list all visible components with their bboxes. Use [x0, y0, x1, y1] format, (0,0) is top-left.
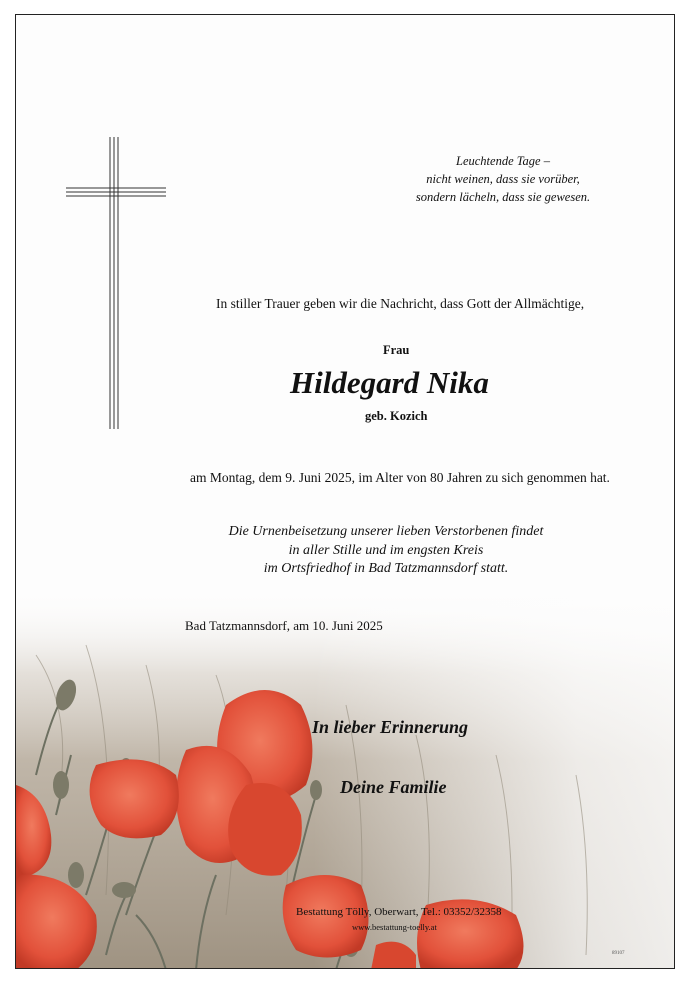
family-signature: Deine Familie	[340, 777, 447, 797]
template-code: 89107	[612, 951, 625, 956]
quote-line: sondern lächeln, dass sie gewesen.	[415, 190, 591, 204]
deceased-title: Frau	[383, 343, 410, 357]
intro-text: In stiller Trauer geben wir die Nachricht, dass Gott der Allmächtige,	[216, 296, 585, 311]
death-notice: am Montag, dem 9. Juni 2025, im Alter von 80 Jahren zu sich genommen hat.	[190, 470, 610, 485]
burial-line: in aller Stille und im engsten Kreis	[288, 542, 484, 558]
burial-line: Die Urnenbeisetzung unserer lieben Verstorbenen findet	[228, 524, 544, 539]
quote-line: Leuchtende Tage –	[456, 154, 550, 168]
birth-name: geb. Kozich	[365, 409, 428, 423]
undertaker-website: www.bestattung-toelly.at	[352, 922, 437, 932]
undertaker-line: Bestattung Tölly, Oberwart, Tel.: 03352/32358	[296, 906, 502, 918]
memory-heading: In lieber Erinnerung	[312, 717, 469, 737]
burial-info	[226, 523, 546, 579]
quote-line: nicht weinen, dass sie vorüber,	[426, 172, 580, 186]
place-date: Bad Tatzmannsdorf, am 10. Juni 2025	[185, 618, 383, 633]
cross-icon	[66, 137, 166, 429]
deceased-name: Hildegard Nika	[290, 365, 489, 400]
quote-block	[396, 152, 610, 206]
burial-line: im Ortsfriedhof in Bad Tatzmannsdorf statt.	[263, 561, 509, 576]
